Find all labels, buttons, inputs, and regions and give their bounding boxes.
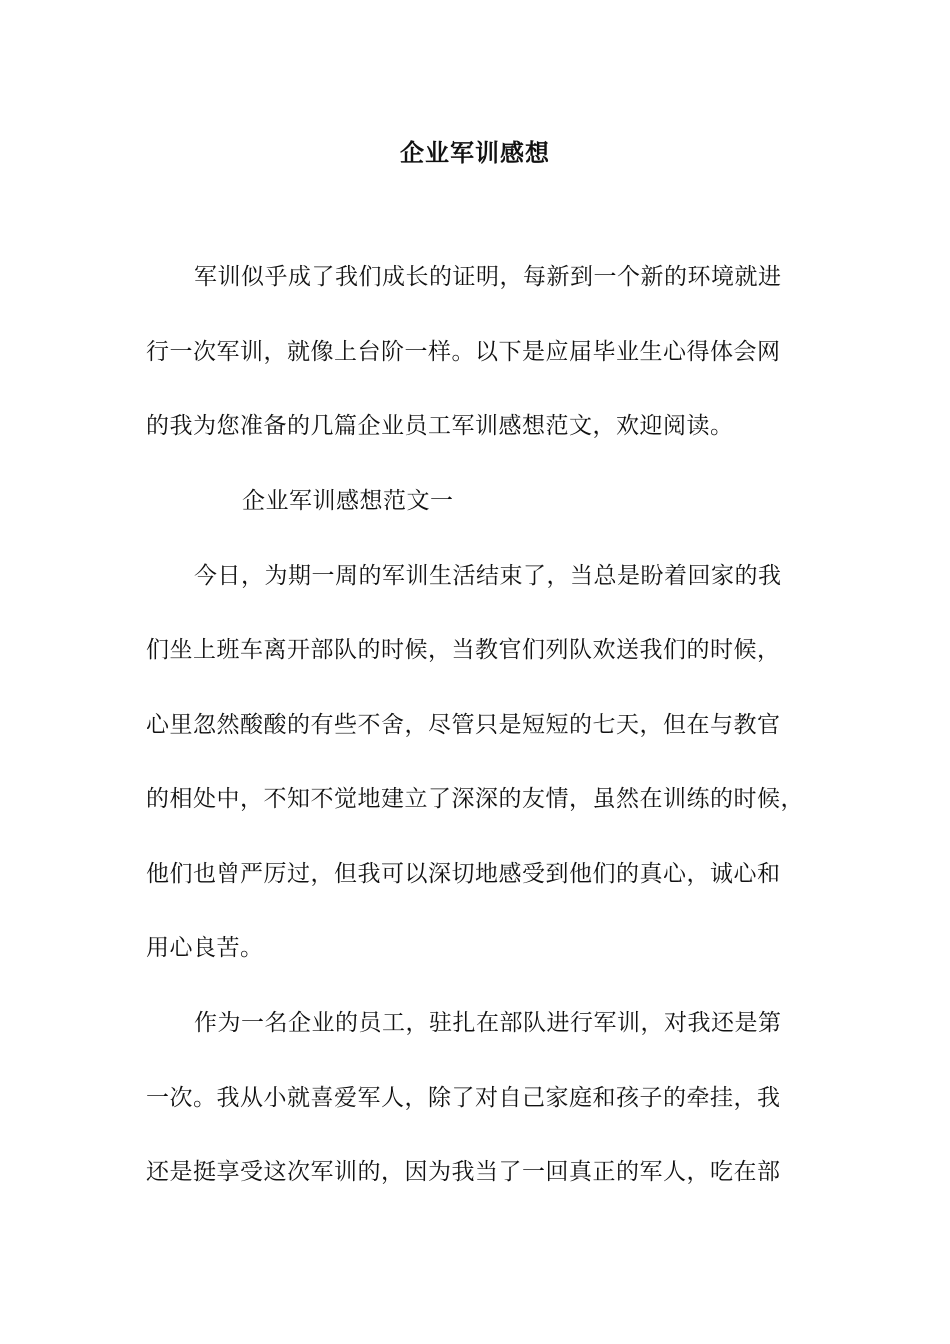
paragraph-line: 们坐上班车离开部队的时候，当教官们列队欢送我们的时候，: [146, 637, 781, 663]
paragraph-line: 的我为您准备的几篇企业员工军训感想范文，欢迎阅读。: [146, 413, 734, 439]
page-title: 企业军训感想: [400, 138, 550, 167]
paragraph-line: 一次。我从小就喜爱军人，除了对自己家庭和孩子的牵挂，我: [146, 1085, 781, 1111]
paragraph-line: 作为一名企业的员工，驻扎在部队进行军训，对我还是第: [194, 1010, 782, 1036]
paragraph-line: 他们也曾严厉过，但我可以深切地感受到他们的真心，诚心和: [146, 861, 781, 887]
paragraph-line: 今日，为期一周的军训生活结束了，当总是盼着回家的我: [194, 563, 782, 589]
paragraph-line: 心里忽然酸酸的有些不舍，尽管只是短短的七天，但在与教官: [146, 712, 781, 738]
paragraph-line: 还是挺享受这次军训的，因为我当了一回真正的军人，吃在部: [146, 1159, 781, 1185]
paragraph-line: 的相处中，不知不觉地建立了深深的友情，虽然在训练的时候，: [146, 786, 804, 812]
paragraph-line: 行一次军训，就像上台阶一样。以下是应届毕业生心得体会网: [146, 339, 781, 365]
paragraph-line: 用心良苦。: [146, 935, 264, 961]
paragraph-line: 军训似乎成了我们成长的证明，每新到一个新的环境就进: [194, 264, 782, 290]
section-heading: 企业军训感想范文一: [242, 488, 454, 514]
